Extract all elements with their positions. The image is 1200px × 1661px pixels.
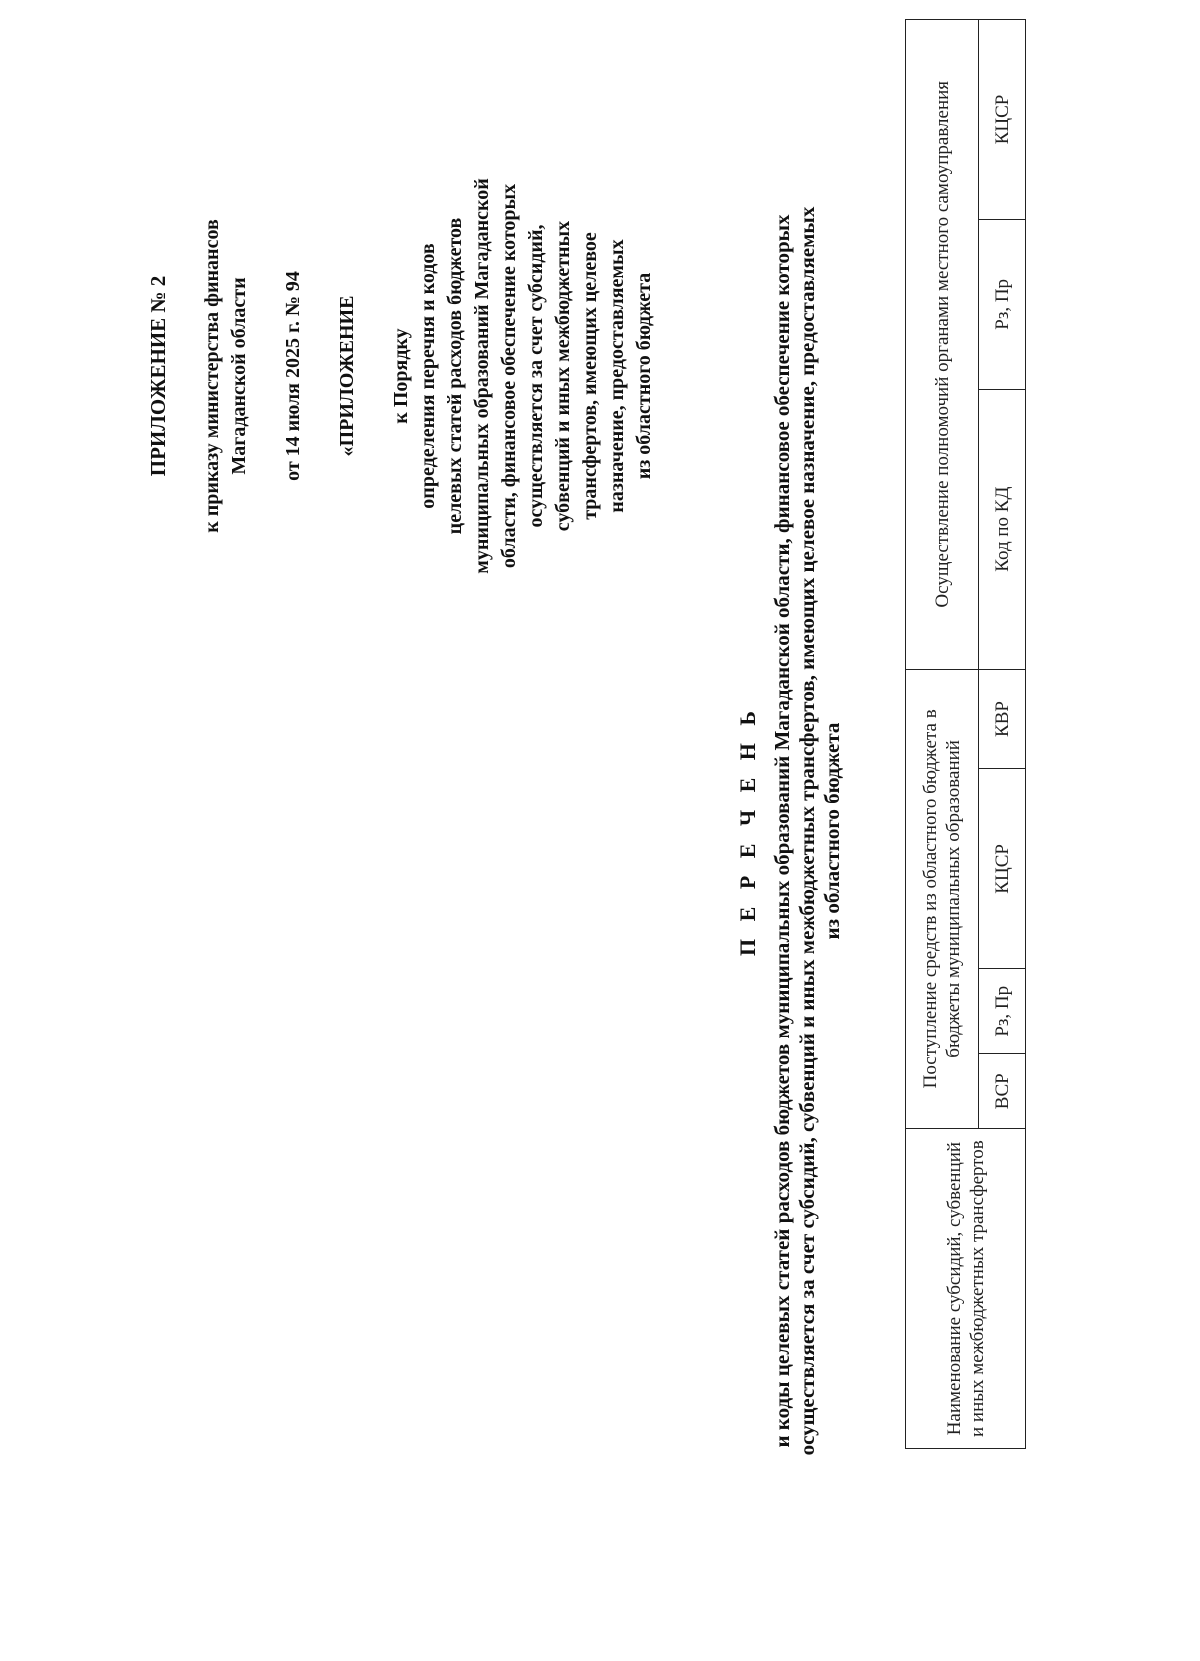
appendix-block	[145, 96, 658, 656]
table-header-row	[906, 20, 979, 1449]
col-kvr: КВР	[979, 669, 1026, 769]
perechen-title: П Е Р Е Ч Е Н Ь	[735, 705, 760, 956]
appendix-inner-title: «ПРИЛОЖЕНИЕ	[336, 295, 358, 457]
procedure-line: назначение, предоставляемых	[606, 239, 628, 513]
appendix-order-line-2: Магаданской области	[228, 277, 250, 475]
procedure-line: из областного бюджета	[633, 272, 655, 480]
procedure-line: субвенций и иных межбюджетных	[552, 220, 574, 532]
appendix-order-line-1: к приказу министерства финансов	[201, 219, 223, 533]
group1-header-cell: Поступление средств из областного бюджета в бюджеты муниципальных образований	[906, 669, 979, 1129]
col-rz-pr-2: Рз, Пр	[979, 219, 1026, 389]
procedure-line: определения перечня и кодов	[417, 243, 439, 509]
col-kod-kd: Код по КД	[979, 389, 1026, 669]
subtitle-line: осуществляется за счет субсидий, субвенций и иных межбюджетных трансфертов, имеющих целевое назначение, предоставляемых	[795, 206, 819, 1456]
codes-table	[905, 19, 1026, 1449]
procedure-line: осуществляется за счет субсидий,	[525, 224, 547, 528]
col-kcsr: КЦСР	[979, 769, 1026, 969]
procedure-line: трансфертов, имеющих целевое	[579, 232, 601, 520]
perechen-subtitle	[770, 181, 845, 1481]
procedure-line: целевых статей расходов бюджетов	[444, 217, 466, 535]
appendix-date: от 14 июля 2025 г. № 94	[282, 271, 304, 481]
procedure-line: области, финансовое обеспечение которых	[498, 183, 520, 569]
appendix-title: ПРИЛОЖЕНИЕ № 2	[146, 275, 170, 477]
group2-header-cell: Осуществление полномочий органами местного самоуправления	[906, 20, 979, 670]
subtitle-line: и коды целевых статей расходов бюджетов муниципальных образований Магаданской области, финансовое обеспечение которых	[770, 214, 794, 1448]
name-header-cell: Наименование субсидий, субвенций и иных межбюджетных трансфертов	[906, 1129, 1026, 1449]
procedure-line: к Порядку	[390, 328, 412, 424]
subtitle-line: из областного бюджета	[820, 722, 844, 940]
col-rz-pr: Рз, Пр	[979, 969, 1026, 1054]
col-vsr: ВСР	[979, 1054, 1026, 1129]
col-kcsr-2: КЦСР	[979, 20, 1026, 220]
procedure-line: муниципальных образований Магаданской	[471, 178, 493, 574]
